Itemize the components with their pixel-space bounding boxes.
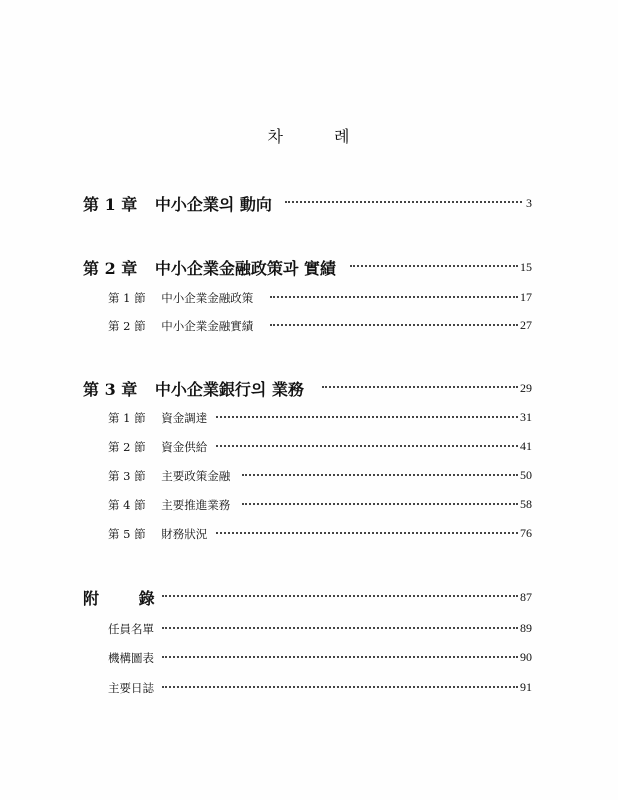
section-title: 中小企業金融政策 xyxy=(161,291,254,305)
page-number: 50 xyxy=(520,468,532,482)
appendix-label xyxy=(83,586,155,609)
dot-leader xyxy=(216,532,518,534)
section-label xyxy=(108,526,207,542)
toc-entry-section[interactable] xyxy=(0,288,618,308)
appendix-right: 錄 xyxy=(138,589,155,608)
toc-entry-chapter-3[interactable] xyxy=(0,377,618,397)
appendix-item-title: 主要日誌 xyxy=(108,681,154,695)
section-label xyxy=(108,439,207,455)
section-title: 資金供給 xyxy=(161,440,208,454)
toc-entry-appendix-item[interactable] xyxy=(0,678,618,698)
toc-entry-appendix-item[interactable] xyxy=(0,648,618,668)
dot-leader xyxy=(162,595,518,597)
dot-leader xyxy=(162,627,518,629)
toc-entry-section[interactable] xyxy=(0,316,618,336)
toc-title-left: 차 xyxy=(267,127,284,146)
section-label xyxy=(108,497,230,513)
chapter-title: 中小企業銀行의 業務 xyxy=(154,380,304,399)
chapter-number: 第 3 章 xyxy=(83,380,138,399)
section-number: 第 1 節 xyxy=(108,291,146,305)
section-number: 第 4 節 xyxy=(108,498,146,512)
toc-entry-section[interactable] xyxy=(0,495,618,515)
section-number: 第 3 節 xyxy=(108,469,146,483)
toc-entry-section[interactable] xyxy=(0,437,618,457)
dot-leader xyxy=(322,386,518,388)
page-number: 89 xyxy=(520,621,532,635)
dot-leader xyxy=(162,656,518,658)
section-title: 主要推進業務 xyxy=(161,498,231,512)
page-number: 76 xyxy=(520,526,532,540)
dot-leader xyxy=(242,503,518,505)
section-number: 第 1 節 xyxy=(108,411,146,425)
chapter-title: 中小企業金融政策과 實績 xyxy=(154,259,336,278)
toc-entry-appendix[interactable] xyxy=(0,586,618,606)
toc-entry-chapter-2[interactable] xyxy=(0,256,618,276)
section-number: 第 2 節 xyxy=(108,440,146,454)
section-label xyxy=(108,290,253,306)
toc-entry-appendix-item[interactable] xyxy=(0,619,618,639)
page-number: 41 xyxy=(520,439,532,453)
toc-entry-section[interactable] xyxy=(0,466,618,486)
appendix-item-title: 機構圖表 xyxy=(108,651,154,665)
dot-leader xyxy=(270,296,518,298)
page-number: 27 xyxy=(520,318,532,332)
chapter-label xyxy=(83,377,304,400)
dot-leader xyxy=(216,416,518,418)
page-number: 29 xyxy=(520,381,532,395)
chapter-label xyxy=(83,192,272,215)
section-number: 第 5 節 xyxy=(108,527,146,541)
section-title: 財務狀況 xyxy=(161,527,208,541)
page-number: 58 xyxy=(520,497,532,511)
toc-title xyxy=(0,124,618,147)
page-number: 31 xyxy=(520,410,532,424)
page-number: 91 xyxy=(520,680,532,694)
dot-leader xyxy=(216,445,518,447)
section-label xyxy=(108,318,253,334)
section-label xyxy=(108,468,230,484)
appendix-item-title: 任員名單 xyxy=(108,622,154,636)
page-number: 87 xyxy=(520,590,532,604)
dot-leader xyxy=(270,324,518,326)
section-title: 資金調達 xyxy=(161,411,208,425)
dot-leader xyxy=(242,474,518,476)
page-number: 17 xyxy=(520,290,532,304)
dot-leader xyxy=(162,686,518,688)
dot-leader xyxy=(350,265,518,267)
section-label xyxy=(108,410,207,426)
chapter-title: 中小企業의 動向 xyxy=(154,195,272,214)
toc-entry-chapter-1[interactable] xyxy=(0,192,618,212)
chapter-number: 第 2 章 xyxy=(83,259,138,278)
chapter-number: 第 1 章 xyxy=(83,195,138,214)
section-number: 第 2 節 xyxy=(108,319,146,333)
section-title: 主要政策金融 xyxy=(161,469,231,483)
page-number: 15 xyxy=(520,260,532,274)
page-number: 3 xyxy=(526,196,532,210)
section-title: 中小企業金融實績 xyxy=(161,319,254,333)
toc-title-right: 례 xyxy=(334,127,351,146)
chapter-label xyxy=(83,256,336,279)
appendix-left: 附 xyxy=(83,589,100,608)
toc-entry-section[interactable] xyxy=(0,524,618,544)
toc-entry-section[interactable] xyxy=(0,408,618,428)
dot-leader xyxy=(285,201,522,203)
page-number: 90 xyxy=(520,650,532,664)
